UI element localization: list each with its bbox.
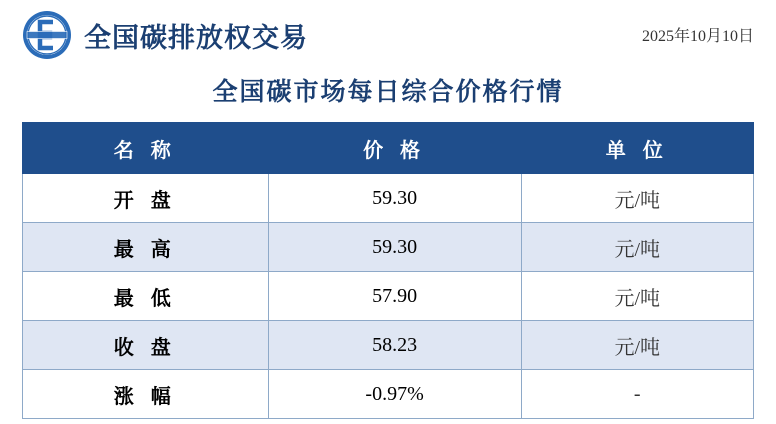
table-row <box>23 223 754 272</box>
table-head <box>23 123 754 174</box>
price-table-container <box>0 122 776 419</box>
table-row <box>23 272 754 321</box>
table-row <box>23 174 754 223</box>
column-header-unit: 单 位 <box>521 123 753 174</box>
row-unit-close: 元/吨 <box>521 321 753 370</box>
brand-title: 全国碳排放权交易 <box>84 22 308 53</box>
price-table <box>22 122 754 419</box>
report-date: 2025年10月10日 <box>641 27 754 45</box>
row-label-change: 涨 幅 <box>23 370 269 419</box>
row-unit-high: 元/吨 <box>521 223 753 272</box>
row-label-close: 收 盘 <box>23 321 269 370</box>
row-price-close: 58.23 <box>268 321 521 370</box>
row-unit-low: 元/吨 <box>521 272 753 321</box>
row-price-low: 57.90 <box>268 272 521 321</box>
row-unit-open: 元/吨 <box>521 174 753 223</box>
table-header-row <box>23 123 754 174</box>
row-price-change: -0.97% <box>268 370 521 419</box>
national-carbon-emission-trading-logo-icon <box>22 10 72 60</box>
page-header <box>0 0 776 58</box>
row-price-high: 59.30 <box>268 223 521 272</box>
row-unit-change: - <box>521 370 753 419</box>
row-label-low: 最 低 <box>23 272 269 321</box>
page-title: 全国碳市场每日综合价格行情 <box>212 79 564 106</box>
table-row <box>23 321 754 370</box>
table-row <box>23 370 754 419</box>
row-label-high: 最 高 <box>23 223 269 272</box>
column-header-name: 名 称 <box>23 123 269 174</box>
column-header-price: 价 格 <box>268 123 521 174</box>
table-body <box>23 174 754 419</box>
row-label-open: 开 盘 <box>23 174 269 223</box>
row-price-open: 59.30 <box>268 174 521 223</box>
